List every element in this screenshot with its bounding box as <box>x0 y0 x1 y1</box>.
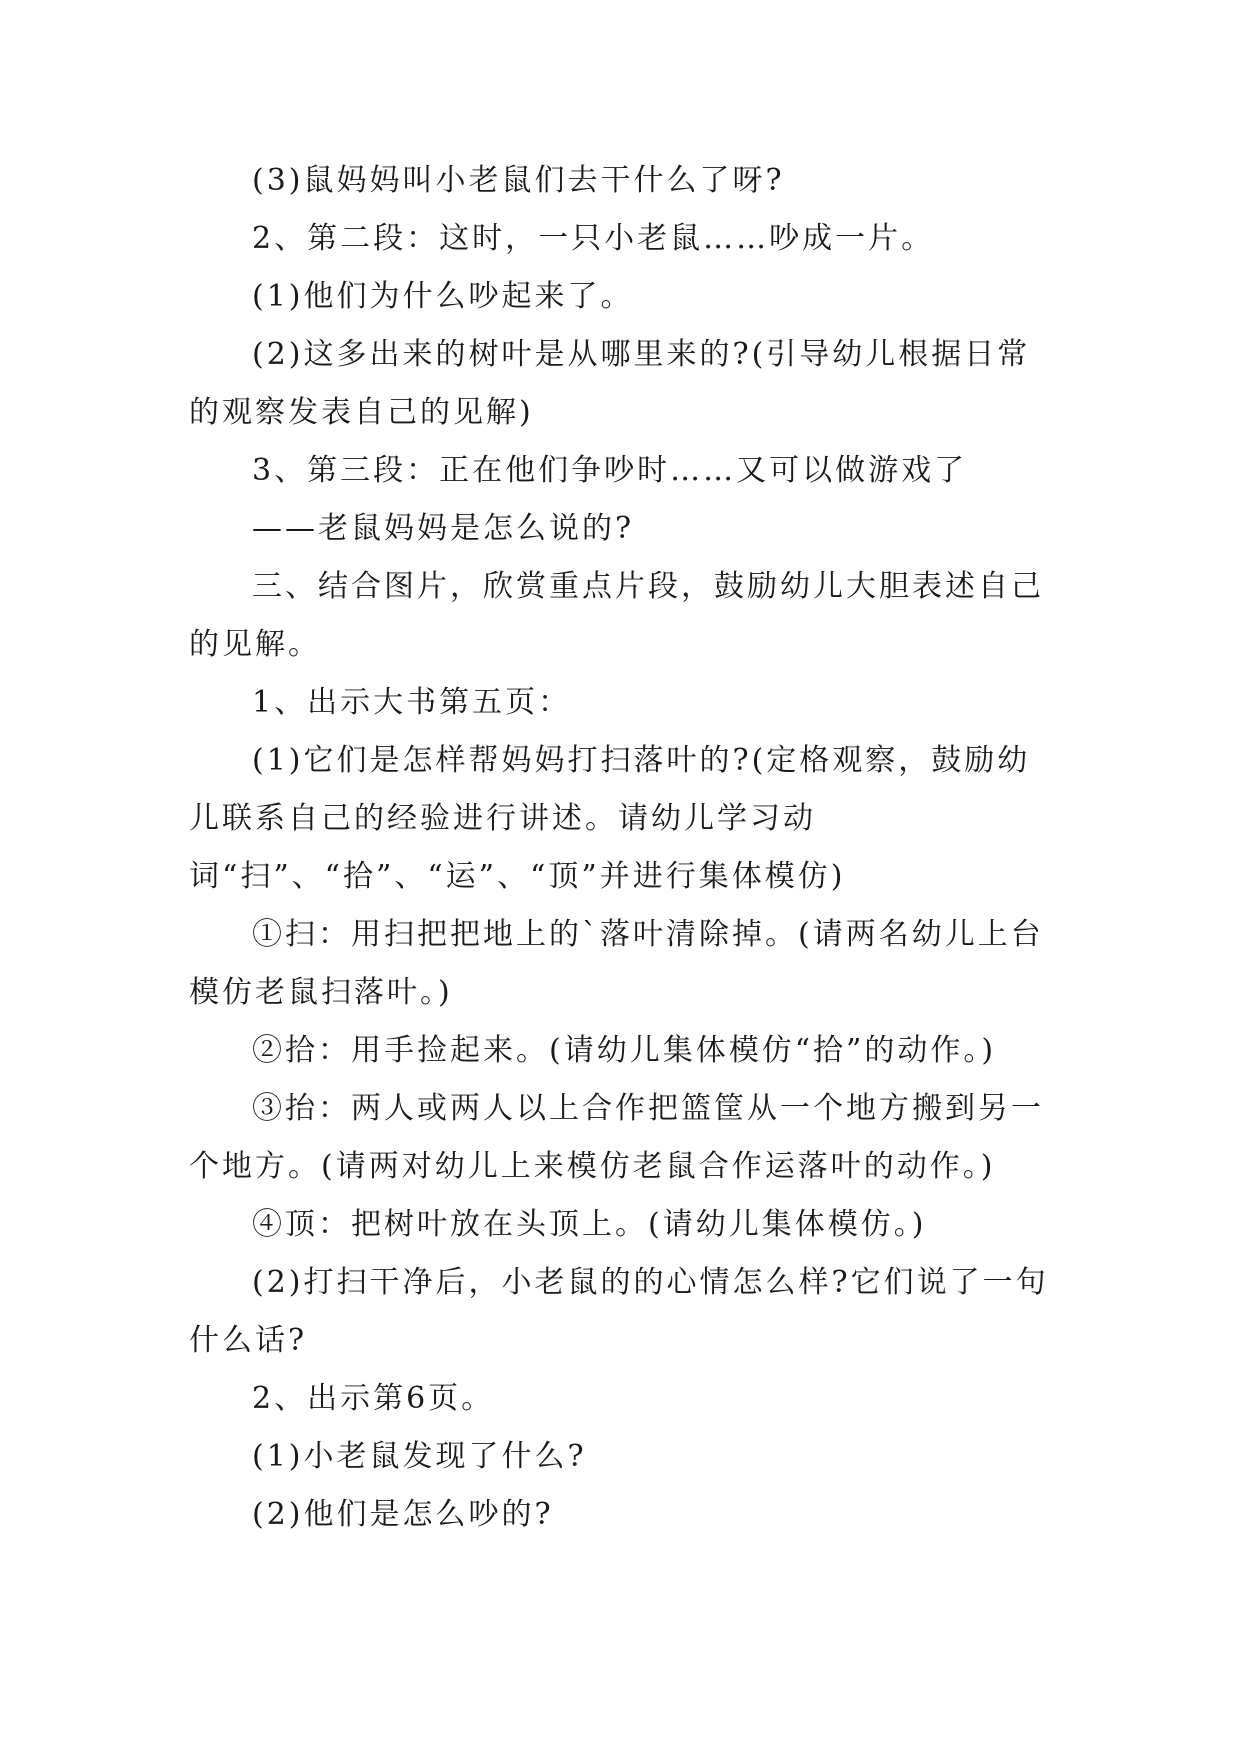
paragraph: (2)这多出来的树叶是从哪里来的?(引导幼儿根据日常的观察发表自己的见解) <box>189 337 1031 430</box>
paragraph: (2)他们是怎么吵的? <box>252 1497 554 1532</box>
paragraph: 三、结合图片，欣赏重点片段，鼓励幼儿大胆表述自己的见解。 <box>189 569 1044 662</box>
paragraph: ①扫：用扫把把地上的`落叶清除掉。(请两名幼儿上台模仿老鼠扫落叶。) <box>189 917 1044 1010</box>
paragraph: (1)他们为什么吵起来了。 <box>252 279 634 314</box>
document-body <box>189 152 1059 1544</box>
paragraph: ③抬：两人或两人以上合作把篮筐从一个地方搬到另一个地方。(请两对幼儿上来模仿老鼠合作运落叶的动作。) <box>189 1091 1044 1184</box>
paragraph: ④顶：把树叶放在头顶上。(请幼儿集体模仿。) <box>252 1207 927 1242</box>
paragraph: (1)它们是怎样帮妈妈打扫落叶的?(定格观察，鼓励幼儿联系自己的经验进行讲述。请幼儿学习动词“扫”、“拾”、“运”、“顶”并进行集体模仿) <box>189 743 1031 894</box>
paragraph: ②拾：用手捡起来。(请幼儿集体模仿“拾”的动作。) <box>252 1033 997 1068</box>
paragraph: (1)小老鼠发现了什么? <box>252 1439 587 1474</box>
paragraph: (3)鼠妈妈叫小老鼠们去干什么了呀? <box>252 163 785 198</box>
paragraph: ——老鼠妈妈是怎么说的? <box>252 511 635 546</box>
paragraph: 1、出示大书第五页： <box>252 685 572 720</box>
paragraph: (2)打扫干净后，小老鼠的的心情怎么样?它们说了一句什么话? <box>189 1265 1049 1358</box>
paragraph: 2、第二段：这时，一只小老鼠……吵成一片。 <box>252 221 935 256</box>
paragraph: 3、第三段：正在他们争吵时……又可以做游戏了 <box>252 453 968 488</box>
paragraph: 2、出示第6页。 <box>252 1381 495 1416</box>
